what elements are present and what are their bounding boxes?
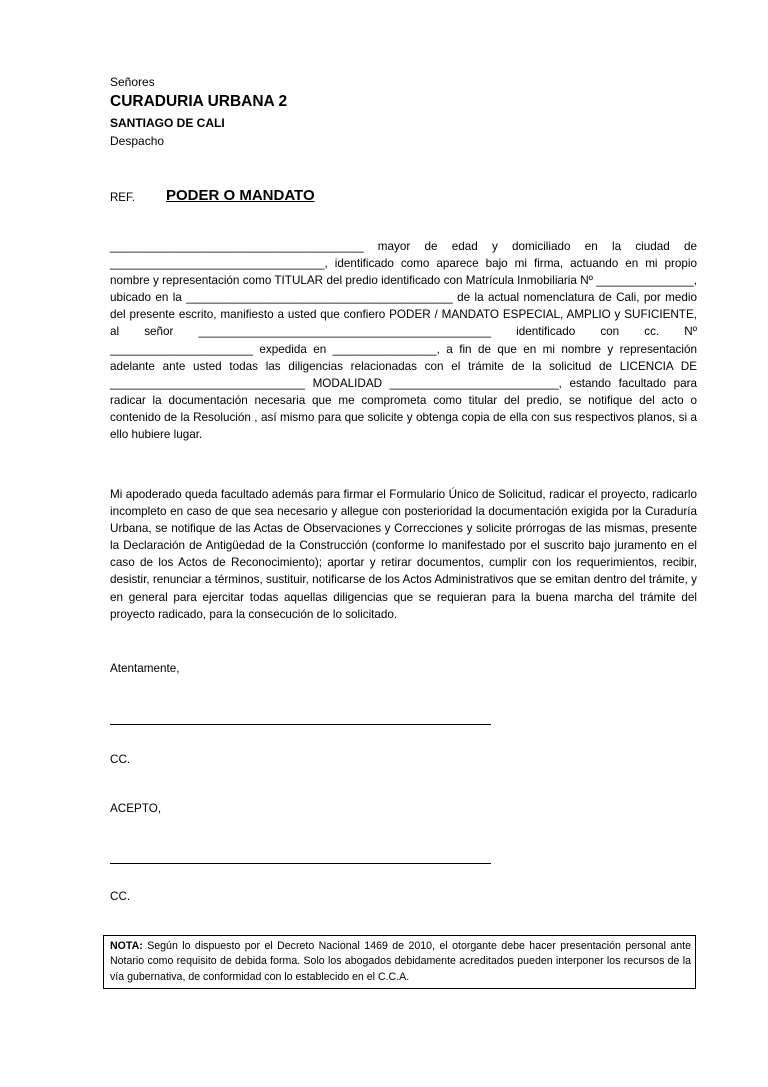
salutation: Señores [110, 75, 155, 89]
signature-line-1 [110, 724, 491, 725]
body-paragraph-2: Mi apoderado queda facultado además para firmar el Formulario Único de Solicitud, radicar el proyecto, radicarlo incompleto en caso de que sea necesario y allegue con posterioridad la documentación exigida por la Curaduría Urbana, se notifique de las Actas de Observaciones y Correcciones y solicite prórrogas de las mismas, presente la Declaración de Antigüedad de la Construcción (conforme lo manifestado por el suscrito bajo juramento en el caso de los Actos de Reconocimiento); aportar y retirar documentos, cumplir con los requerimientos, recibir, desistir, renunciar a términos, sustituir, notificarse de los Actos Administrativos que se emitan dentro del trámite, y en general para ejercitar todas aquellas diligencias que se requieran para la buena marcha del trámite del proyecto radicado, para la consecución de lo solicitado. [110, 488, 697, 621]
nota-text: Según lo dispuesto por el Decreto Nacional 1469 de 2010, el otorgante debe hacer presentación personal ante Notario como requisito de debida forma. Solo los abogados debidamente acreditados pueden interponer los recursos de la vía gubernativa, de conformidad con lo establecido en el C.C.A. [110, 940, 691, 983]
reference-label: REF. [110, 192, 135, 204]
signature-1-cc-label: CC. [110, 753, 131, 766]
office-name: CURADURIA URBANA 2 [110, 93, 288, 110]
signature-line-2 [110, 863, 491, 864]
accept-label: ACEPTO, [110, 802, 162, 815]
nota-box [103, 935, 696, 989]
city-name: SANTIAGO DE CALI [110, 116, 225, 130]
department: Despacho [110, 134, 165, 148]
reference-title: PODER O MANDATO [166, 187, 315, 204]
closing: Atentamente, [110, 662, 180, 675]
signature-2-cc-label: CC. [110, 890, 131, 903]
body-paragraph-1: _______________________________________ mayor de edad y domiciliado en la ciudad de _________________________________, identificado como aparece bajo mi firma, actuando en mi propio nombre y representación como TITULAR del predio identificado con Matrícula Inmobiliaria Nº _______________, ubicado en la _________________________________________ de la actual nomenclatura de Cali, por medio del presente escrito, manifiesto a usted que confiero PODER / MANDATO ESPECIAL, AMPLIO y SUFICIENTE, al señor _____________________________________________ identificado con cc. Nº ______________________ expedida en ________________, a fin de que en mi nombre y representación adelante ante usted todas las diligencias relacionadas con el trámite de la solicitud de LICENCIA DE ______________________________ MODALIDAD __________________________, estando facultado para radicar la documentación necesaria que me comprometa como titular del predio, se notifique del acto o contenido de la Resolución , así mismo para que solicite y obtenga copia de ella con sus respectivos planos, si a ello hubiere lugar. [110, 240, 697, 442]
nota-label: NOTA: [110, 940, 143, 952]
